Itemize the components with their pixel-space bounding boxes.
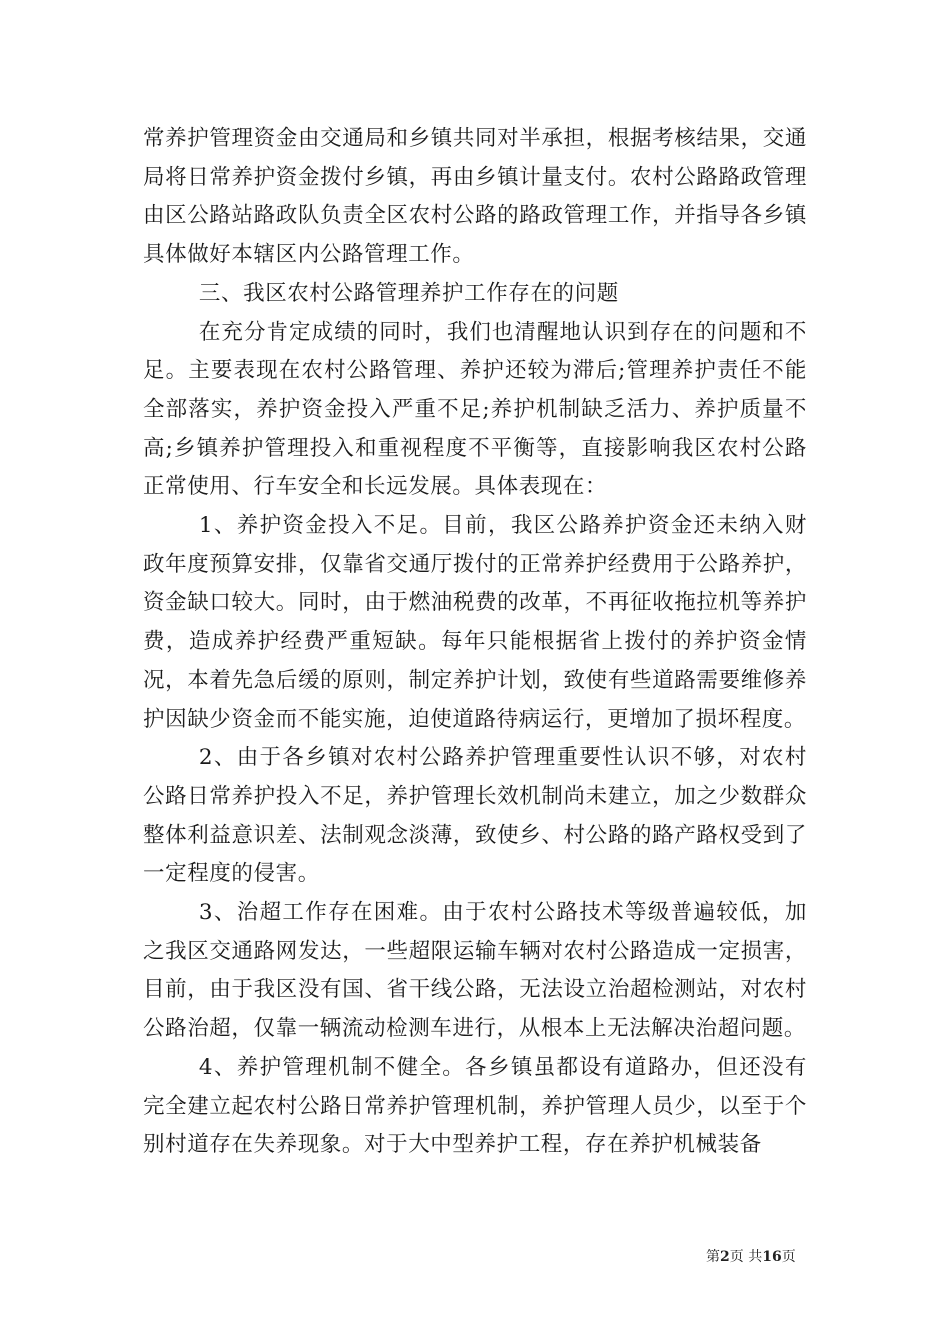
paragraph-item-3: 3、治超工作存在困难。由于农村公路技术等级普遍较低，加之我区交通路网发达，一些超限运输车辆对农村公路造成一定损害，目前，由于我区没有国、省干线公路，无法设立治超检测站，对农村公路治超，仅靠一辆流动检测车进行，从根本上无法解决治超问题。 bbox=[143, 900, 807, 1042]
footer-prefix: 第 bbox=[706, 1249, 720, 1265]
paragraph-continuation: 常养护管理资金由交通局和乡镇共同对半承担，根据考核结果，交通局将日常养护资金拨付乡镇，再由乡镇计量支付。农村公路路政管理由区公路站路政队负责全区农村公路的路政管理工作，并指导各乡镇具体做好本辖区内公路管理工作。 bbox=[143, 126, 807, 268]
document-body bbox=[143, 120, 807, 1165]
paragraph-item-1: 1、养护资金投入不足。目前，我区公路养护资金还未纳入财政年度预算安排，仅靠省交通厅拨付的正常养护经费用于公路养护，资金缺口较大。同时，由于燃油税费的改革，不再征收拖拉机等养护费，造成养护经费严重短缺。每年只能根据省上拨付的养护资金情况，本着先急后缓的原则，制定养护计划，致使有些道路需要维修养护因缺少资金而不能实施，迫使道路待病运行，更增加了损坏程度。 bbox=[143, 513, 807, 732]
footer-total-pages: 16 bbox=[762, 1249, 782, 1265]
footer-current-page: 2 bbox=[720, 1249, 730, 1265]
footer-middle: 页 共 bbox=[729, 1249, 763, 1265]
section-heading: 三、我区农村公路管理养护工作存在的问题 bbox=[198, 280, 619, 306]
footer-suffix: 页 bbox=[781, 1249, 796, 1265]
paragraph-item-2: 2、由于各乡镇对农村公路养护管理重要性认识不够，对农村公路日常养护投入不足，养护管理长效机制尚未建立，加之少数群众整体利益意识差、法制观念淡薄，致使乡、村公路的路产路权受到了一定程度的侵害。 bbox=[143, 745, 807, 887]
paragraph-problems-intro: 在充分肯定成绩的同时，我们也清醒地认识到存在的问题和不足。主要表现在农村公路管理、养护还较为滞后;管理养护责任不能全部落实，养护资金投入严重不足;养护机制缺乏活力、养护质量不高;乡镇养护管理投入和重视程度不平衡等，直接影响我区农村公路正常使用、行车安全和长远发展。具体表现在： bbox=[143, 319, 807, 500]
page-number-footer bbox=[706, 1248, 796, 1266]
paragraph-item-4: 4、养护管理机制不健全。各乡镇虽都设有道路办，但还没有完全建立起农村公路日常养护管理机制，养护管理人员少，以至于个别村道存在失养现象。对于大中型养护工程，存在养护机械装备 bbox=[143, 1054, 807, 1158]
